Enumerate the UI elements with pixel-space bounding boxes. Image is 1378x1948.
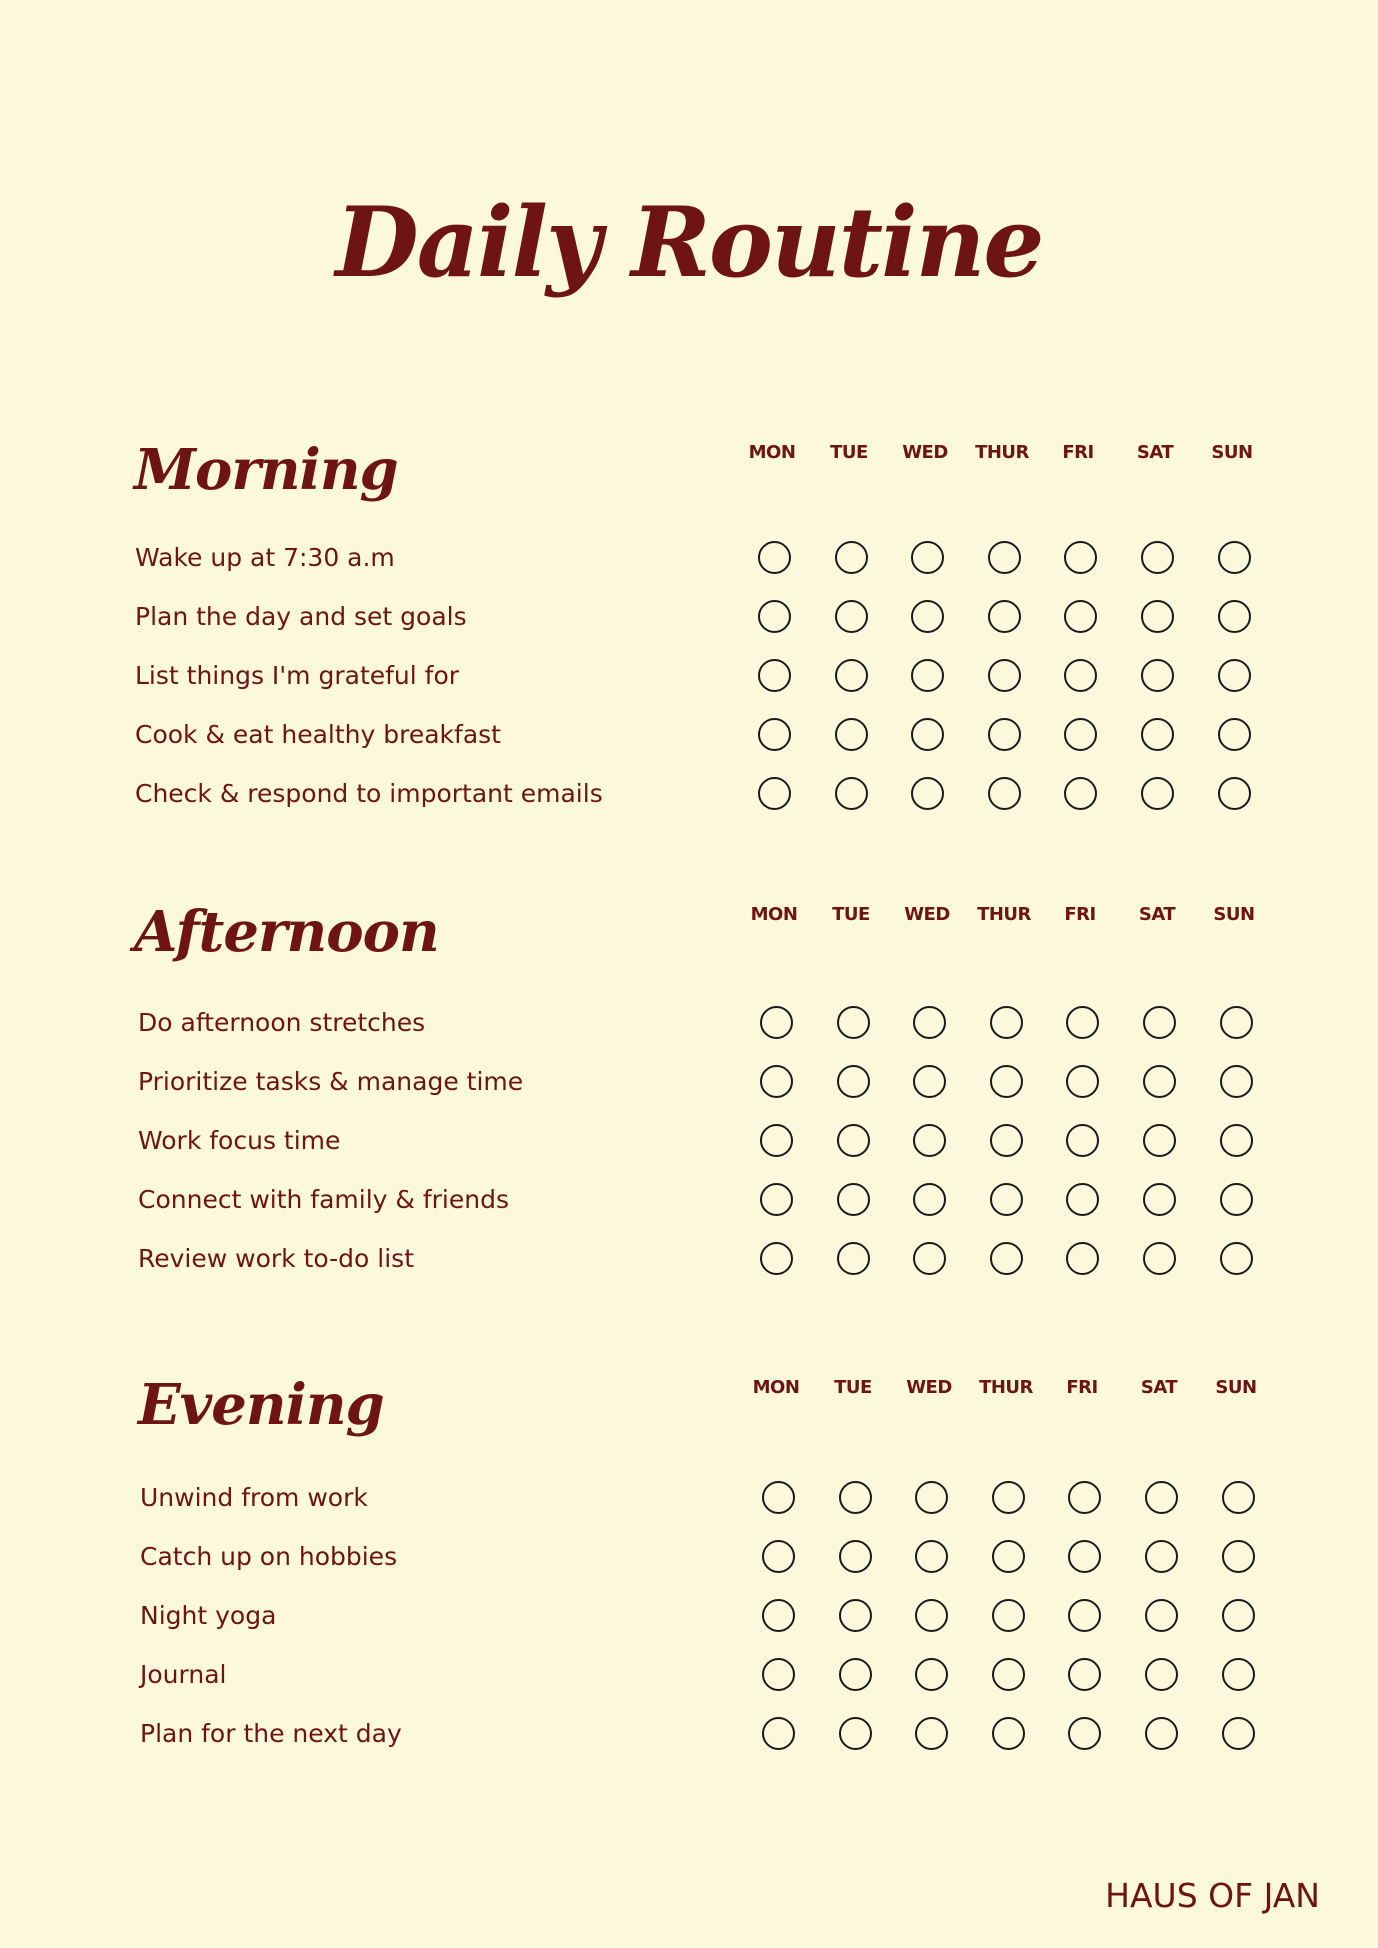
- checkbox-thur[interactable]: [992, 1599, 1025, 1632]
- checkbox-sun[interactable]: [1218, 777, 1251, 810]
- checkbox-fri[interactable]: [1068, 1540, 1101, 1573]
- task-label: Check & respond to important emails: [135, 779, 603, 808]
- day-header-mon: MON: [750, 904, 798, 925]
- checkbox-sun[interactable]: [1220, 1242, 1253, 1275]
- task-label: Plan for the next day: [140, 1719, 402, 1748]
- checkbox-wed[interactable]: [911, 718, 944, 751]
- checkbox-fri[interactable]: [1064, 541, 1097, 574]
- day-header-fri: FRI: [1064, 904, 1096, 925]
- task-row: [0, 1118, 1378, 1168]
- checkbox-fri[interactable]: [1068, 1481, 1101, 1514]
- day-header-sun: SUN: [1215, 1377, 1257, 1398]
- checkbox-sat[interactable]: [1141, 659, 1174, 692]
- checkbox-mon[interactable]: [762, 1658, 795, 1691]
- checkbox-mon[interactable]: [760, 1124, 793, 1157]
- checkbox-tue[interactable]: [839, 1599, 872, 1632]
- checkbox-mon[interactable]: [760, 1183, 793, 1216]
- task-label: Catch up on hobbies: [140, 1542, 398, 1571]
- checkbox-fri[interactable]: [1066, 1124, 1099, 1157]
- checkbox-wed[interactable]: [915, 1540, 948, 1573]
- checkbox-tue[interactable]: [837, 1065, 870, 1098]
- checkbox-wed[interactable]: [913, 1242, 946, 1275]
- day-header-tue: TUE: [834, 1377, 872, 1398]
- section-heading: Afternoon: [134, 899, 439, 965]
- checkbox-sun[interactable]: [1218, 659, 1251, 692]
- task-label: Plan the day and set goals: [135, 602, 467, 631]
- section-morning: [0, 437, 1378, 860]
- checkbox-sat[interactable]: [1145, 1658, 1178, 1691]
- checkbox-wed[interactable]: [913, 1006, 946, 1039]
- checkbox-sun[interactable]: [1222, 1540, 1255, 1573]
- task-row: [0, 653, 1378, 703]
- checkbox-sun[interactable]: [1218, 718, 1251, 751]
- checkbox-mon[interactable]: [762, 1717, 795, 1750]
- checkbox-sun[interactable]: [1222, 1599, 1255, 1632]
- checkbox-thur[interactable]: [988, 600, 1021, 633]
- task-label: Prioritize tasks & manage time: [138, 1067, 524, 1096]
- checkbox-wed[interactable]: [915, 1599, 948, 1632]
- checkbox-fri[interactable]: [1068, 1599, 1101, 1632]
- checkbox-wed[interactable]: [913, 1065, 946, 1098]
- checkbox-thur[interactable]: [992, 1481, 1025, 1514]
- checkbox-sat[interactable]: [1143, 1065, 1176, 1098]
- task-label: Night yoga: [140, 1601, 277, 1630]
- checkbox-fri[interactable]: [1064, 777, 1097, 810]
- task-label: Work focus time: [138, 1126, 341, 1155]
- task-row: [0, 535, 1378, 585]
- checkbox-mon[interactable]: [758, 659, 791, 692]
- checkbox-wed[interactable]: [911, 659, 944, 692]
- checkbox-thur[interactable]: [990, 1124, 1023, 1157]
- checkbox-sun[interactable]: [1220, 1006, 1253, 1039]
- checkbox-tue[interactable]: [835, 541, 868, 574]
- task-row: [0, 1593, 1378, 1643]
- task-row: [0, 594, 1378, 644]
- day-header-mon: MON: [752, 1377, 800, 1398]
- checkbox-mon[interactable]: [758, 600, 791, 633]
- section-heading: Evening: [138, 1372, 384, 1438]
- checkbox-sat[interactable]: [1141, 600, 1174, 633]
- checkbox-tue[interactable]: [839, 1717, 872, 1750]
- checkbox-tue[interactable]: [837, 1006, 870, 1039]
- checkbox-thur[interactable]: [990, 1065, 1023, 1098]
- checkbox-mon[interactable]: [758, 718, 791, 751]
- checkbox-sat[interactable]: [1141, 777, 1174, 810]
- task-label: Cook & eat healthy breakfast: [135, 720, 501, 749]
- checkbox-tue[interactable]: [835, 777, 868, 810]
- checkbox-fri[interactable]: [1068, 1717, 1101, 1750]
- brand-footer: HAUS OF JAN: [1105, 1876, 1320, 1915]
- task-row: [0, 771, 1378, 821]
- checkbox-thur[interactable]: [988, 541, 1021, 574]
- day-header-thur: THUR: [977, 904, 1031, 925]
- checkbox-sat[interactable]: [1145, 1717, 1178, 1750]
- task-row: [0, 1711, 1378, 1761]
- checkbox-tue[interactable]: [837, 1242, 870, 1275]
- checkbox-thur[interactable]: [990, 1242, 1023, 1275]
- checkbox-mon[interactable]: [760, 1006, 793, 1039]
- checkbox-sun[interactable]: [1218, 541, 1251, 574]
- checkbox-wed[interactable]: [913, 1124, 946, 1157]
- checkbox-fri[interactable]: [1064, 718, 1097, 751]
- section-afternoon: [0, 899, 1378, 1322]
- checkbox-tue[interactable]: [839, 1658, 872, 1691]
- checkbox-fri[interactable]: [1066, 1006, 1099, 1039]
- day-header-sun: SUN: [1211, 442, 1253, 463]
- checkbox-sun[interactable]: [1220, 1065, 1253, 1098]
- day-header-mon: MON: [748, 442, 796, 463]
- task-row: [0, 1000, 1378, 1050]
- checkbox-sun[interactable]: [1222, 1481, 1255, 1514]
- checkbox-mon[interactable]: [762, 1540, 795, 1573]
- day-header-wed: WED: [904, 904, 950, 925]
- checkbox-sat[interactable]: [1141, 541, 1174, 574]
- checkbox-tue[interactable]: [839, 1481, 872, 1514]
- checkbox-tue[interactable]: [835, 600, 868, 633]
- checkbox-wed[interactable]: [913, 1183, 946, 1216]
- day-header-wed: WED: [906, 1377, 952, 1398]
- day-header-thur: THUR: [979, 1377, 1033, 1398]
- checkbox-mon[interactable]: [760, 1065, 793, 1098]
- day-header-sat: SAT: [1136, 442, 1174, 463]
- checkbox-sat[interactable]: [1143, 1006, 1176, 1039]
- checkbox-thur[interactable]: [992, 1658, 1025, 1691]
- checkbox-mon[interactable]: [762, 1599, 795, 1632]
- checkbox-sun[interactable]: [1222, 1658, 1255, 1691]
- task-label: List things I'm grateful for: [135, 661, 460, 690]
- checkbox-tue[interactable]: [835, 718, 868, 751]
- checkbox-sat[interactable]: [1143, 1183, 1176, 1216]
- checkbox-sun[interactable]: [1220, 1124, 1253, 1157]
- checkbox-tue[interactable]: [837, 1124, 870, 1157]
- checkbox-fri[interactable]: [1064, 659, 1097, 692]
- checkbox-sun[interactable]: [1222, 1717, 1255, 1750]
- day-header-sun: SUN: [1213, 904, 1255, 925]
- checkbox-thur[interactable]: [990, 1006, 1023, 1039]
- checkbox-mon[interactable]: [762, 1481, 795, 1514]
- checkbox-thur[interactable]: [988, 718, 1021, 751]
- checkbox-thur[interactable]: [988, 659, 1021, 692]
- task-row: [0, 1059, 1378, 1109]
- task-label: Wake up at 7:30 a.m: [135, 543, 395, 572]
- task-row: [0, 712, 1378, 762]
- checkbox-mon[interactable]: [758, 541, 791, 574]
- task-label: Do afternoon stretches: [138, 1008, 426, 1037]
- checkbox-wed[interactable]: [915, 1481, 948, 1514]
- checkbox-fri[interactable]: [1066, 1183, 1099, 1216]
- day-header-fri: FRI: [1066, 1377, 1098, 1398]
- checkbox-tue[interactable]: [837, 1183, 870, 1216]
- day-header-thur: THUR: [975, 442, 1029, 463]
- checkbox-fri[interactable]: [1064, 600, 1097, 633]
- day-header-sat: SAT: [1140, 1377, 1178, 1398]
- day-header-sat: SAT: [1138, 904, 1176, 925]
- checkbox-sat[interactable]: [1145, 1599, 1178, 1632]
- checkbox-fri[interactable]: [1066, 1242, 1099, 1275]
- task-row: [0, 1236, 1378, 1286]
- section-evening: [0, 1372, 1378, 1795]
- checkbox-tue[interactable]: [835, 659, 868, 692]
- checkbox-sun[interactable]: [1218, 600, 1251, 633]
- day-header-fri: FRI: [1062, 442, 1094, 463]
- section-heading: Morning: [134, 437, 398, 503]
- task-label: Journal: [140, 1660, 227, 1689]
- day-header-tue: TUE: [830, 442, 868, 463]
- task-label: Unwind from work: [140, 1483, 368, 1512]
- checkbox-fri[interactable]: [1066, 1065, 1099, 1098]
- page-title: Daily Routine: [335, 186, 1043, 299]
- checkbox-mon[interactable]: [758, 777, 791, 810]
- checkbox-sat[interactable]: [1145, 1481, 1178, 1514]
- task-row: [0, 1534, 1378, 1584]
- task-label: Review work to-do list: [138, 1244, 415, 1273]
- day-header-wed: WED: [902, 442, 948, 463]
- checkbox-fri[interactable]: [1068, 1658, 1101, 1691]
- day-header-tue: TUE: [832, 904, 870, 925]
- checkbox-thur[interactable]: [988, 777, 1021, 810]
- checkbox-sat[interactable]: [1143, 1242, 1176, 1275]
- task-label: Connect with family & friends: [138, 1185, 509, 1214]
- checkbox-sat[interactable]: [1143, 1124, 1176, 1157]
- checkbox-mon[interactable]: [760, 1242, 793, 1275]
- checkbox-tue[interactable]: [839, 1540, 872, 1573]
- checkbox-thur[interactable]: [992, 1717, 1025, 1750]
- checkbox-wed[interactable]: [911, 541, 944, 574]
- task-row: [0, 1475, 1378, 1525]
- checkbox-sun[interactable]: [1220, 1183, 1253, 1216]
- checkbox-wed[interactable]: [911, 600, 944, 633]
- checkbox-wed[interactable]: [915, 1717, 948, 1750]
- checkbox-wed[interactable]: [911, 777, 944, 810]
- checkbox-thur[interactable]: [992, 1540, 1025, 1573]
- checkbox-sat[interactable]: [1141, 718, 1174, 751]
- checkbox-thur[interactable]: [990, 1183, 1023, 1216]
- checkbox-sat[interactable]: [1145, 1540, 1178, 1573]
- task-row: [0, 1652, 1378, 1702]
- checkbox-wed[interactable]: [915, 1658, 948, 1691]
- task-row: [0, 1177, 1378, 1227]
